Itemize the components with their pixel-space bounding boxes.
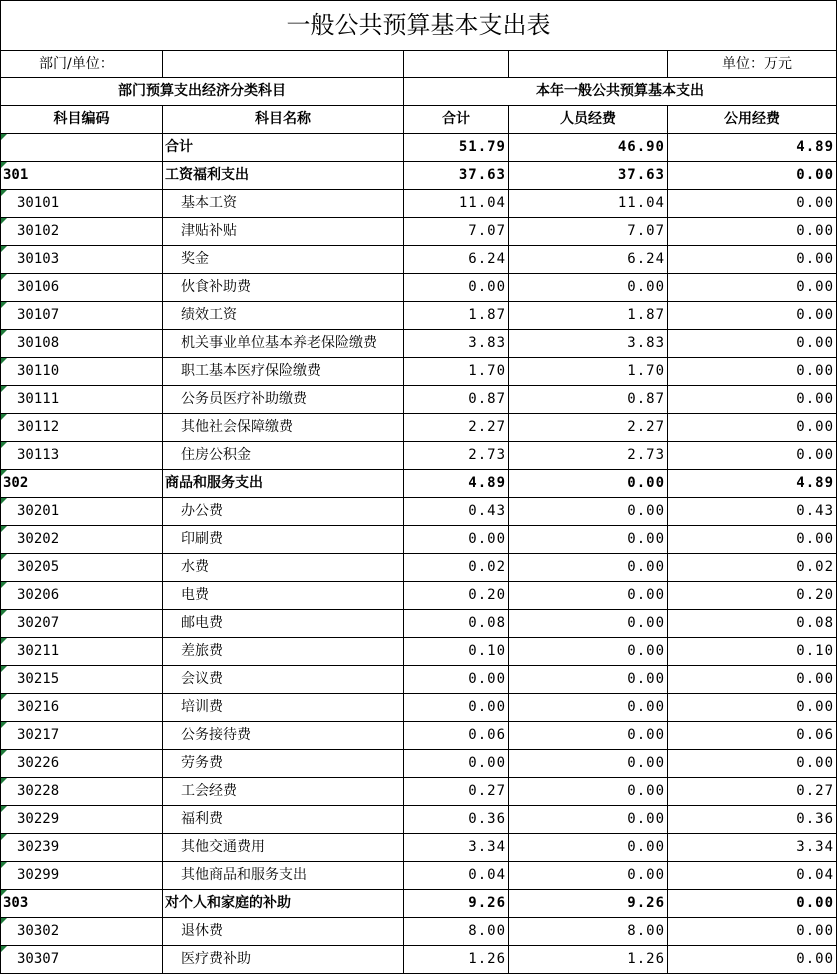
table-row [1, 554, 837, 582]
column-header-name: 科目名称 [163, 106, 404, 134]
cell-public[interactable]: 0.00 [668, 414, 837, 442]
cell-public[interactable]: 0.00 [668, 946, 837, 974]
cell-code[interactable]: 30112 [1, 414, 163, 442]
cell-personnel[interactable]: 0.00 [509, 582, 668, 610]
cell-total[interactable]: 7.07 [404, 218, 509, 246]
unit-label: 单位：万元 [668, 51, 837, 78]
cell-total[interactable]: 3.34 [404, 834, 509, 862]
cell-personnel[interactable]: 3.83 [509, 330, 668, 358]
cell-name[interactable]: 差旅费 [163, 638, 404, 666]
cell-name[interactable]: 其他商品和服务支出 [163, 862, 404, 890]
cell-code[interactable]: 30202 [1, 526, 163, 554]
table-row [1, 442, 837, 470]
cell-name[interactable]: 公务接待费 [163, 722, 404, 750]
cell-code[interactable]: 30217 [1, 722, 163, 750]
cell-name[interactable]: 职工基本医疗保险缴费 [163, 358, 404, 386]
cell-total[interactable]: 1.87 [404, 302, 509, 330]
cell-name[interactable]: 工会经费 [163, 778, 404, 806]
cell-code[interactable]: 30211 [1, 638, 163, 666]
cell-personnel[interactable]: 0.00 [509, 666, 668, 694]
cell-public[interactable]: 0.43 [668, 498, 837, 526]
cell-public[interactable]: 0.00 [668, 190, 837, 218]
table-row [1, 358, 837, 386]
cell-total[interactable]: 0.10 [404, 638, 509, 666]
cell-total[interactable]: 2.73 [404, 442, 509, 470]
table-row [1, 414, 837, 442]
table-row [1, 134, 837, 162]
cell-personnel[interactable]: 6.24 [509, 246, 668, 274]
cell-personnel[interactable]: 1.70 [509, 358, 668, 386]
table-row [1, 526, 837, 554]
table-row [1, 834, 837, 862]
cell-total[interactable]: 6.24 [404, 246, 509, 274]
cell-personnel[interactable]: 0.00 [509, 778, 668, 806]
cell-public[interactable]: 0.00 [668, 442, 837, 470]
cell-name[interactable]: 奖金 [163, 246, 404, 274]
group-header-classification: 部门预算支出经济分类科目 [1, 78, 404, 106]
cell-name[interactable]: 劳务费 [163, 750, 404, 778]
table-row [1, 218, 837, 246]
cell-name[interactable]: 商品和服务支出 [163, 470, 404, 498]
group-header-budget: 本年一般公共预算基本支出 [404, 78, 837, 106]
cell-total[interactable]: 0.00 [404, 694, 509, 722]
cell-total[interactable]: 37.63 [404, 162, 509, 190]
cell-personnel[interactable]: 0.00 [509, 498, 668, 526]
table-row [1, 890, 837, 918]
cell-name[interactable]: 机关事业单位基本养老保险缴费 [163, 330, 404, 358]
cell-total[interactable]: 0.27 [404, 778, 509, 806]
cell-code[interactable]: 30206 [1, 582, 163, 610]
cell-personnel[interactable]: 0.00 [509, 694, 668, 722]
cell-public[interactable]: 0.00 [668, 330, 837, 358]
cell-personnel[interactable]: 0.00 [509, 834, 668, 862]
cell-personnel[interactable]: 2.27 [509, 414, 668, 442]
cell-public[interactable]: 0.00 [668, 302, 837, 330]
cell-personnel[interactable]: 0.00 [509, 526, 668, 554]
cell-code[interactable]: 30215 [1, 666, 163, 694]
department-label: 部门/单位： [1, 51, 163, 78]
department-value-cell[interactable] [163, 51, 404, 78]
cell-total[interactable]: 11.04 [404, 190, 509, 218]
cell-total[interactable]: 0.00 [404, 750, 509, 778]
cell-code[interactable]: 30102 [1, 218, 163, 246]
cell-public[interactable]: 0.00 [668, 274, 837, 302]
cell-name[interactable]: 津贴补贴 [163, 218, 404, 246]
cell-total[interactable]: 3.83 [404, 330, 509, 358]
cell-code[interactable]: 30239 [1, 834, 163, 862]
cell-code[interactable]: 30205 [1, 554, 163, 582]
table-row [1, 806, 837, 834]
cell-public[interactable]: 3.34 [668, 834, 837, 862]
cell-total[interactable]: 1.26 [404, 946, 509, 974]
cell-public[interactable]: 4.89 [668, 470, 837, 498]
cell-public[interactable]: 0.00 [668, 246, 837, 274]
cell-code[interactable]: 30107 [1, 302, 163, 330]
cell-personnel[interactable]: 37.63 [509, 162, 668, 190]
cell-total[interactable]: 2.27 [404, 414, 509, 442]
cell-public[interactable]: 0.00 [668, 358, 837, 386]
cell-total[interactable]: 0.00 [404, 666, 509, 694]
cell-code[interactable] [1, 134, 163, 162]
cell-total[interactable]: 0.00 [404, 526, 509, 554]
cell-name[interactable]: 工资福利支出 [163, 162, 404, 190]
unit-row [1, 51, 837, 78]
cell-name[interactable]: 绩效工资 [163, 302, 404, 330]
cell-personnel[interactable]: 0.00 [509, 722, 668, 750]
table-row [1, 302, 837, 330]
cell-code[interactable]: 30101 [1, 190, 163, 218]
cell-personnel[interactable]: 0.00 [509, 862, 668, 890]
cell-code[interactable]: 30207 [1, 610, 163, 638]
cell-total[interactable]: 0.06 [404, 722, 509, 750]
cell-public[interactable]: 0.08 [668, 610, 837, 638]
cell-total[interactable]: 8.00 [404, 918, 509, 946]
cell-code[interactable]: 30216 [1, 694, 163, 722]
blank-cell[interactable] [404, 51, 509, 78]
cell-total[interactable]: 51.79 [404, 134, 509, 162]
cell-personnel[interactable]: 7.07 [509, 218, 668, 246]
column-header-row [1, 106, 837, 134]
cell-public[interactable]: 0.00 [668, 694, 837, 722]
table-row [1, 498, 837, 526]
table-row [1, 666, 837, 694]
cell-personnel[interactable]: 9.26 [509, 890, 668, 918]
cell-total[interactable]: 0.36 [404, 806, 509, 834]
cell-public[interactable]: 0.20 [668, 582, 837, 610]
cell-code[interactable]: 30103 [1, 246, 163, 274]
cell-personnel[interactable]: 0.00 [509, 554, 668, 582]
cell-personnel[interactable]: 0.00 [509, 638, 668, 666]
cell-code[interactable]: 30299 [1, 862, 163, 890]
cell-public[interactable]: 0.02 [668, 554, 837, 582]
cell-public[interactable]: 0.00 [668, 918, 837, 946]
table-row [1, 274, 837, 302]
cell-personnel[interactable]: 0.00 [509, 750, 668, 778]
cell-total[interactable]: 0.43 [404, 498, 509, 526]
cell-total[interactable]: 0.87 [404, 386, 509, 414]
cell-code[interactable]: 30110 [1, 358, 163, 386]
table-row [1, 190, 837, 218]
cell-name[interactable]: 伙食补助费 [163, 274, 404, 302]
cell-total[interactable]: 0.20 [404, 582, 509, 610]
table-row [1, 918, 837, 946]
group-header-row [1, 78, 837, 106]
table-row [1, 330, 837, 358]
cell-code[interactable]: 30229 [1, 806, 163, 834]
table-row [1, 778, 837, 806]
cell-total[interactable]: 0.00 [404, 274, 509, 302]
cell-total[interactable]: 1.70 [404, 358, 509, 386]
cell-public[interactable]: 0.04 [668, 862, 837, 890]
cell-name[interactable]: 其他交通费用 [163, 834, 404, 862]
cell-public[interactable]: 0.00 [668, 890, 837, 918]
cell-total[interactable]: 0.08 [404, 610, 509, 638]
blank-cell[interactable] [509, 51, 668, 78]
cell-name[interactable]: 医疗费补助 [163, 946, 404, 974]
cell-name[interactable]: 公务员医疗补助缴费 [163, 386, 404, 414]
table-row [1, 694, 837, 722]
cell-public[interactable]: 0.00 [668, 386, 837, 414]
cell-code[interactable]: 30228 [1, 778, 163, 806]
cell-name[interactable]: 住房公积金 [163, 442, 404, 470]
cell-public[interactable]: 0.00 [668, 162, 837, 190]
cell-code[interactable]: 30226 [1, 750, 163, 778]
cell-personnel[interactable]: 0.00 [509, 610, 668, 638]
cell-personnel[interactable]: 0.00 [509, 806, 668, 834]
cell-code[interactable]: 302 [1, 470, 163, 498]
cell-personnel[interactable]: 2.73 [509, 442, 668, 470]
table-row [1, 946, 837, 974]
title-row [1, 1, 837, 51]
cell-personnel[interactable]: 0.00 [509, 470, 668, 498]
page-title: 一般公共预算基本支出表 [1, 1, 837, 51]
cell-personnel[interactable]: 0.87 [509, 386, 668, 414]
cell-name[interactable]: 合计 [163, 134, 404, 162]
table-row [1, 386, 837, 414]
cell-code[interactable]: 30108 [1, 330, 163, 358]
cell-code[interactable]: 301 [1, 162, 163, 190]
table-row [1, 750, 837, 778]
cell-code[interactable]: 303 [1, 890, 163, 918]
table-row [1, 162, 837, 190]
column-header-total: 合计 [404, 106, 509, 134]
table-row [1, 470, 837, 498]
cell-name[interactable]: 邮电费 [163, 610, 404, 638]
cell-name[interactable]: 电费 [163, 582, 404, 610]
cell-public[interactable]: 0.00 [668, 218, 837, 246]
cell-name[interactable]: 培训费 [163, 694, 404, 722]
cell-public[interactable]: 4.89 [668, 134, 837, 162]
cell-personnel[interactable]: 11.04 [509, 190, 668, 218]
cell-code[interactable]: 30106 [1, 274, 163, 302]
cell-total[interactable]: 9.26 [404, 890, 509, 918]
cell-code[interactable]: 30307 [1, 946, 163, 974]
cell-name[interactable]: 其他社会保障缴费 [163, 414, 404, 442]
table-row [1, 862, 837, 890]
cell-name[interactable]: 对个人和家庭的补助 [163, 890, 404, 918]
cell-total[interactable]: 0.02 [404, 554, 509, 582]
cell-code[interactable]: 30111 [1, 386, 163, 414]
cell-public[interactable]: 0.10 [668, 638, 837, 666]
cell-total[interactable]: 0.04 [404, 862, 509, 890]
cell-code[interactable]: 30302 [1, 918, 163, 946]
table-row [1, 638, 837, 666]
cell-personnel[interactable]: 8.00 [509, 918, 668, 946]
cell-name[interactable]: 会议费 [163, 666, 404, 694]
cell-public[interactable]: 0.27 [668, 778, 837, 806]
cell-name[interactable]: 水费 [163, 554, 404, 582]
cell-personnel[interactable]: 0.00 [509, 274, 668, 302]
cell-name[interactable]: 办公费 [163, 498, 404, 526]
cell-personnel[interactable]: 1.87 [509, 302, 668, 330]
cell-name[interactable]: 印刷费 [163, 526, 404, 554]
column-header-code: 科目编码 [1, 106, 163, 134]
cell-public[interactable]: 0.00 [668, 526, 837, 554]
table-row [1, 722, 837, 750]
column-header-personnel: 人员经费 [509, 106, 668, 134]
table-row [1, 246, 837, 274]
cell-personnel[interactable]: 46.90 [509, 134, 668, 162]
cell-public[interactable]: 0.00 [668, 666, 837, 694]
table-row [1, 610, 837, 638]
table-row [1, 582, 837, 610]
cell-name[interactable]: 福利费 [163, 806, 404, 834]
cell-code[interactable]: 30201 [1, 498, 163, 526]
cell-public[interactable]: 0.36 [668, 806, 837, 834]
cell-public[interactable]: 0.06 [668, 722, 837, 750]
cell-name[interactable]: 基本工资 [163, 190, 404, 218]
cell-public[interactable]: 0.00 [668, 750, 837, 778]
column-header-public: 公用经费 [668, 106, 837, 134]
cell-total[interactable]: 4.89 [404, 470, 509, 498]
cell-name[interactable]: 退休费 [163, 918, 404, 946]
cell-personnel[interactable]: 1.26 [509, 946, 668, 974]
cell-code[interactable]: 30113 [1, 442, 163, 470]
